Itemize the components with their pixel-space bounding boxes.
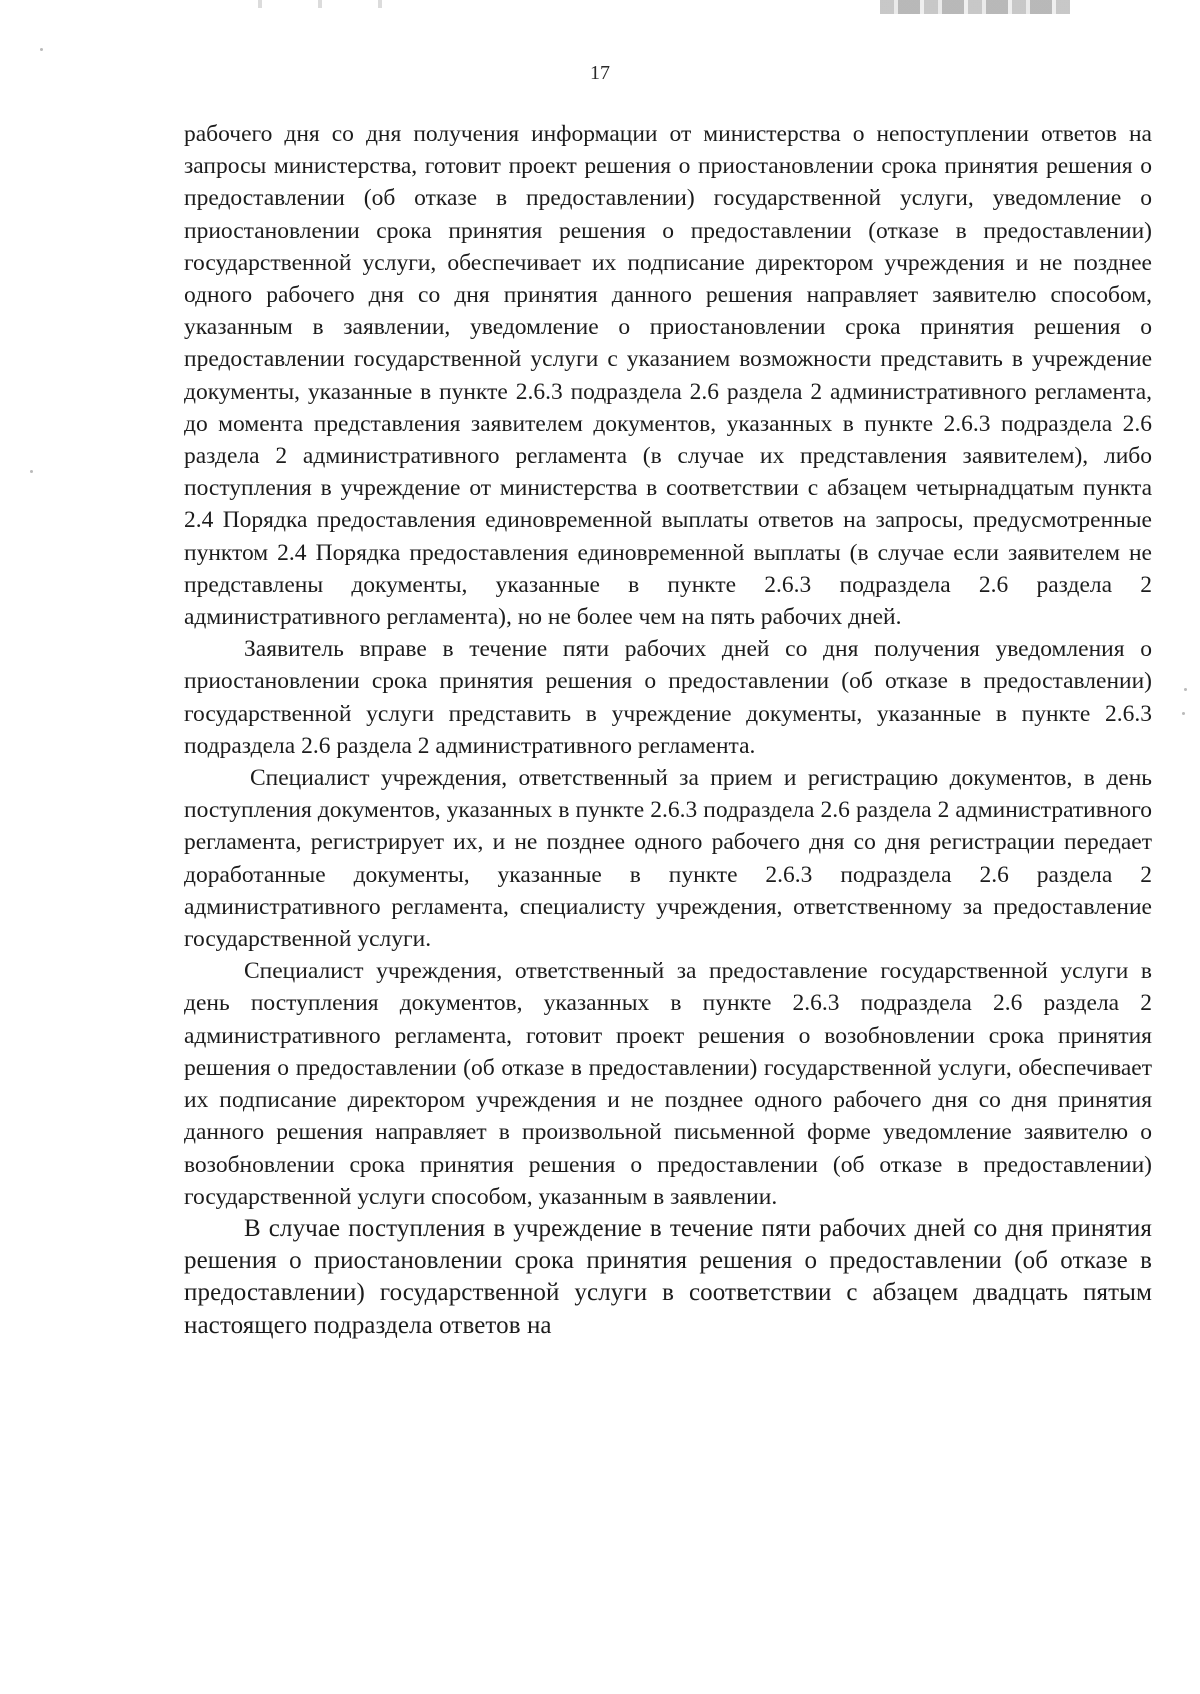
scan-speck <box>1182 712 1185 715</box>
paragraph-service-specialist: Специалист учреждения, ответственный за предоставление государственной услуги в день поступления документов, указанных в пункте 2.6.3 подраздела 2.6 раздела 2 административного регламента, готовит проект решения о возобновлении срока принятия решения о предоставлении (об отказе в предоставлении) государственной услуги, обеспечивает их подписание директором учреждения и не позднее одного рабочего дня со дня принятия данного решения направляет в произвольной письменной форме уведомление заявителю о возобновлении срока принятия решения о предоставлении (об отказе в предоставлении) государственной услуги способом, указанным в заявлении. <box>184 958 1152 1210</box>
page-number: 17 <box>590 62 610 84</box>
scan-speck <box>30 470 33 473</box>
paragraph-receipt-case: В случае поступления в учреждение в течение пяти рабочих дней со дня принятия решения о приостановлении срока принятия решения о предоставлении (об отказе в предоставлении) государственной услуги в соответствии с абзацем двадцать пятым настоящего подраздела ответов на <box>184 1214 1152 1339</box>
scan-speck <box>40 48 43 51</box>
scan-artifact-top-right <box>880 0 1070 14</box>
document-body <box>184 118 1152 1342</box>
paragraph-continuation: рабочего дня со дня получения информации от министерства о непоступлении ответов на запросы министерства, готовит проект решения о приостановлении срока принятия решения о предоставлении (об отказе в предоставлении) государственной услуги, уведомление о приостановлении срока принятия решения о предоставлении (отказе в предоставлении) государственной услуги, обеспечивает их подписание директором учреждения и не позднее одного рабочего дня со дня принятия данного решения направляет заявителю способом, указанным в заявлении, уведомление о приостановлении срока принятия решения о предоставлении государственной услуги с указанием возможности представить в учреждение документы, указанные в пункте 2.6.3 подраздела 2.6 раздела 2 административного регламента, до момента представления заявителем документов, указанных в пункте 2.6.3 подраздела 2.6 раздела 2 административного регламента (в случае их представления заявителем), либо поступления в учреждение от министерства в соответствии с абзацем четырнадцатым пункта 2.4 Порядка предоставления единовременной выплаты ответов на запросы, предусмотренные пунктом 2.4 Порядка предоставления единовременной выплаты (в случае если заявителем не представлены документы, указанные в пункте 2.6.3 подраздела 2.6 раздела 2 административного регламента), но не более чем на пять рабочих дней. <box>184 121 1152 631</box>
paragraph-registration-specialist: Специалист учреждения, ответственный за прием и регистрацию документов, в день поступления документов, указанных в пункте 2.6.3 подраздела 2.6 раздела 2 административного регламента, регистрирует их, и не позднее одного рабочего дня со дня регистрации передает доработанные документы, указанные в пункте 2.6.3 подраздела 2.6 раздела 2 административного регламента, специалисту учреждения, ответственному за предоставление государственной услуги. <box>184 765 1152 953</box>
scan-speck <box>1184 688 1187 691</box>
scan-artifact-top-left <box>228 0 388 8</box>
paragraph-applicant-rights: Заявитель вправе в течение пяти рабочих дней со дня получения уведомления о приостановлении срока принятия решения о предоставлении (об отказе в предоставлении) государственной услуги представить в учреждение документы, указанные в пункте 2.6.3 подраздела 2.6 раздела 2 административного регламента. <box>184 636 1152 759</box>
